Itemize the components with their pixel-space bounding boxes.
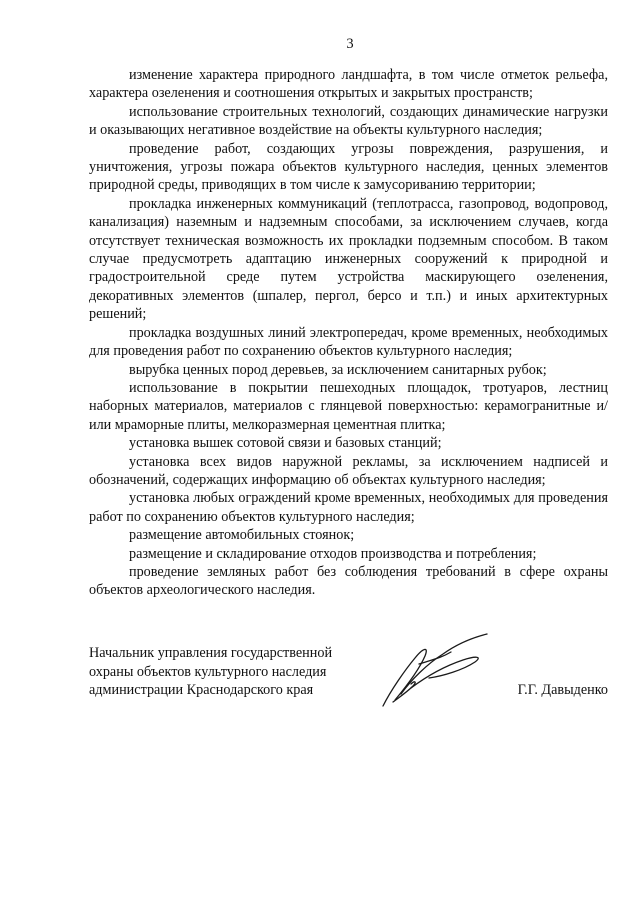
list-item: прокладка инженерных коммуникаций (теплотрасса, газопровод, водопровод, канализация) наземным и надземным способами, за исключением случаев, когда отсутствует техническая возможность их прокладки подземным способом. В таком случае предусмотреть адаптацию инженерных сооружений к природной и градостроительной среде путем устройства маскирующего озеленения, декоративных элементов (шпалер, пергол, берсо и т.п.) и иных архитектурных решений; (89, 195, 608, 323)
list-item: использование строительных технологий, создающих динамические нагрузки и оказывающих негативное воздействие на объекты культурного наследия; (89, 103, 608, 139)
signatory-position (89, 644, 389, 700)
handwritten-signature (371, 630, 501, 710)
list-item: размещение автомобильных стоянок; (129, 527, 355, 544)
list-item: использование в покрытии пешеходных площадок, тротуаров, лестниц наборных материалов, материалов с глянцевой поверхностью: керамогранитные и/или мраморные плиты, мелкоразмерная цементная плитка; (89, 379, 608, 433)
signatory-name: Г.Г. Давыденко (517, 682, 608, 698)
list-item: размещение и складирование отходов производства и потребления; (129, 545, 537, 562)
list-item: проведение земляных работ без соблюдения требований в сфере охраны объектов археологического наследия. (89, 563, 608, 599)
signatory-position-line: администрации Краснодарского края (89, 682, 314, 699)
page-number: 3 (346, 36, 354, 52)
signatory-position-line: охраны объектов культурного наследия (89, 663, 327, 680)
signatory-position-line: Начальник управления государственной (89, 645, 333, 661)
list-item: установка всех видов наружной рекламы, за исключением надписей и обозначений, содержащих информацию об объектах культурного наследия; (89, 453, 608, 488)
list-item: вырубка ценных пород деревьев, за исключением санитарных рубок; (129, 361, 547, 378)
list-item: проведение работ, создающих угрозы повреждения, разрушения, и уничтожения, угрозы пожара объектов культурного наследия, ценных элементов природной среды, приводящих в том числе к замусориванию территории; (89, 140, 608, 194)
document-body (89, 66, 608, 600)
list-item: установка вышек сотовой связи и базовых станций; (129, 435, 442, 452)
list-item: прокладка воздушных линий электропередач, кроме временных, необходимых для проведения работ по сохранению объектов культурного наследия; (89, 324, 608, 360)
signature-block (89, 644, 608, 714)
list-item: изменение характера природного ландшафта, в том числе отметок рельефа, характера озеленения и соотношения открытых и закрытых пространств; (89, 67, 608, 102)
list-item: установка любых ограждений кроме временных, необходимых для проведения работ по сохранению объектов культурного наследия; (89, 490, 608, 525)
